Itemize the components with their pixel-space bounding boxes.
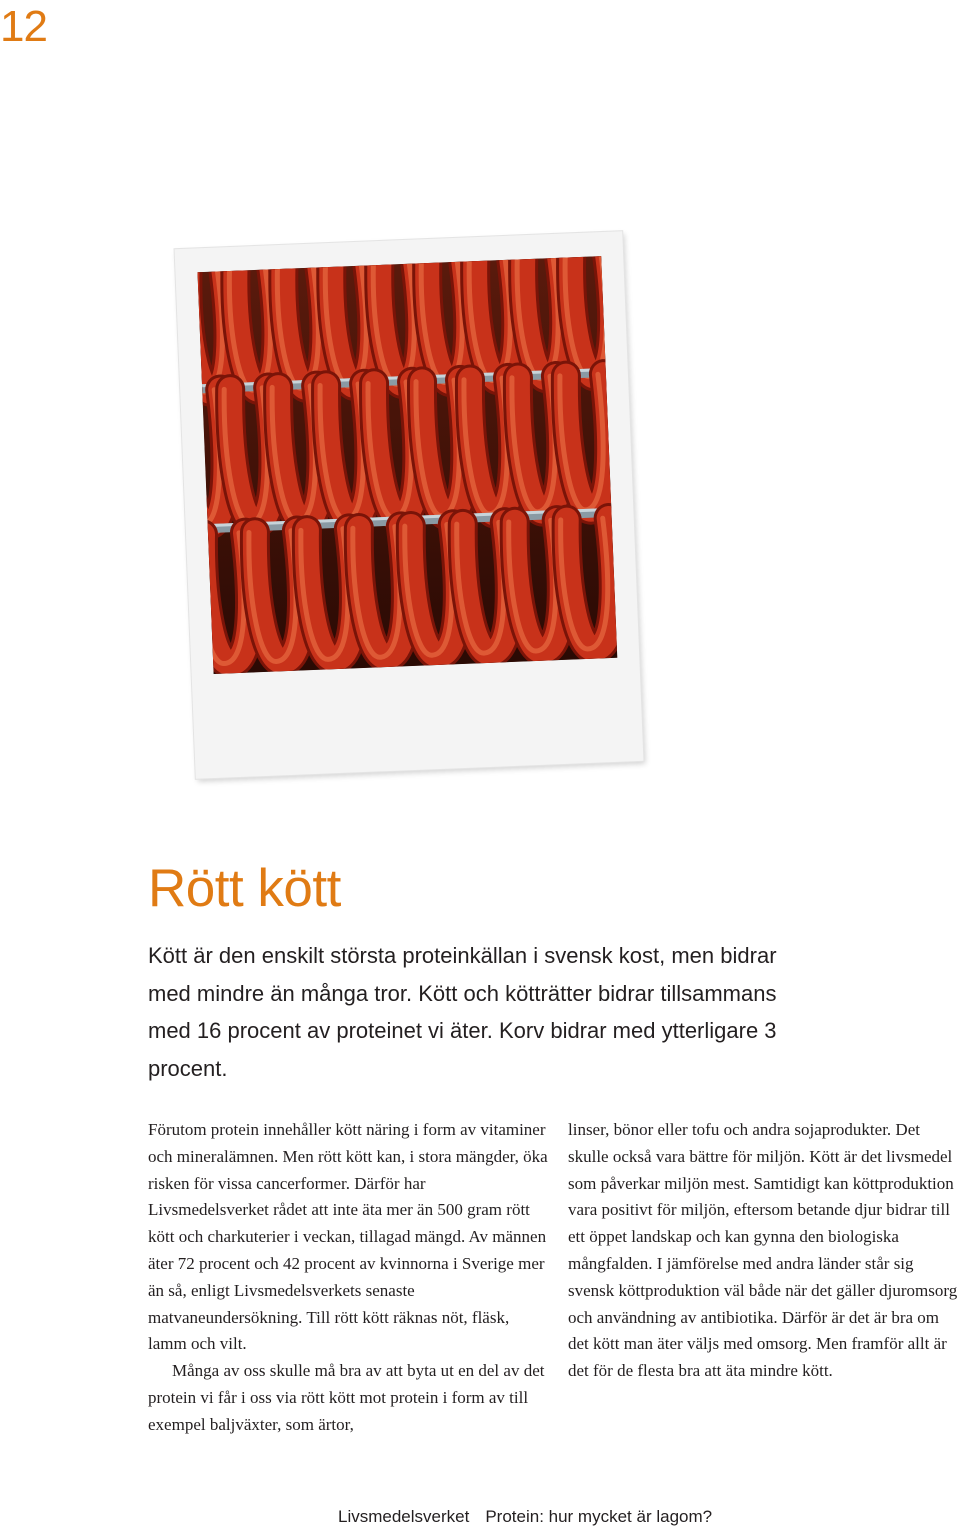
- sausages-photo: [197, 256, 617, 674]
- page-number: 12: [0, 2, 47, 51]
- page-footer: [338, 1507, 712, 1527]
- body-column-left: [148, 1117, 548, 1439]
- article-lead: Kött är den enskilt största proteinkällan i svensk kost, men bidrar med mindre än många tror. Kött och kötträtter bidrar tillsammans med 16 procent av proteinet vi äter. Korv bidrar med ytterligare 3 procent.: [148, 943, 777, 1081]
- footer-publisher: Livsmedelsverket: [338, 1507, 470, 1526]
- article-title: Rött kött: [148, 859, 341, 918]
- footer-publication: Protein: hur mycket är lagom?: [485, 1507, 713, 1526]
- body-paragraph: Många av oss skulle må bra av att byta ut en del av det protein vi får i oss via rött kött mot protein i form av till exempel baljväxter, som ärtor,: [148, 1361, 545, 1434]
- polaroid-frame: [175, 231, 644, 779]
- body-column-right: [568, 1117, 960, 1385]
- sausage-illustration: [197, 256, 617, 674]
- body-paragraph: linser, bönor eller tofu och andra sojaprodukter. Det skulle också vara bättre för miljön. Kött är det livsmedel som påverkar miljön mest. Samtidigt kan köttproduktion vara positivt för miljön, eftersom betande djur bidrar till ett öppet landskap och kan gynna den biologiska mångfalden. I jämförelse med andra länder står sig svensk köttproduktion väl både när det gäller djuromsorg och användning av antibiotika. Därför är det är bra om det kött man äter väljs med omsorg. Men framför allt är det för de flesta bra att äta mindre kött.: [568, 1120, 958, 1381]
- body-paragraph: Förutom protein innehåller kött näring i form av vitaminer och mineralämnen. Men rött kött kan, i stora mängder, öka risken för vissa cancerformer. Därför har Livsmedelsverket rådet att inte äta mer än 500 gram rött kött och charkuterier i veckan, tillagad mängd. Av männen äter 72 procent och 42 procent av kvinnorna i Sverige mer än så, enligt Livsmedelsverkets senaste matvaneundersökning. Till rött kött räknas nöt, fläsk, lamm och vilt.: [148, 1120, 548, 1354]
